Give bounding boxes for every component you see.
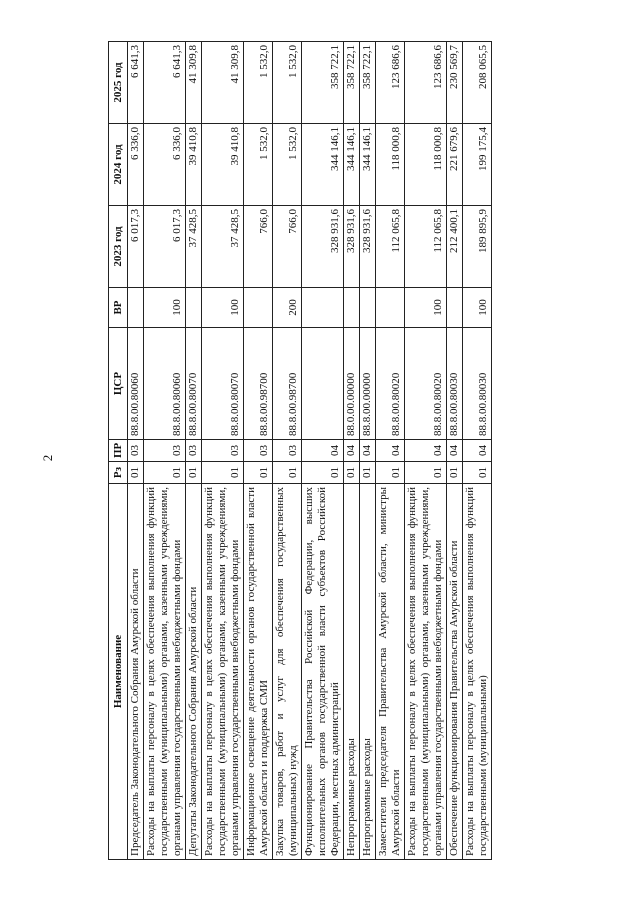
header-csr: ЦСР [109, 328, 128, 440]
table-row [244, 42, 273, 860]
row-rz: 01 [302, 462, 344, 484]
row-vr: 100 [144, 288, 186, 328]
table-row [186, 42, 202, 860]
row-2023: 37 428,5 [186, 206, 202, 288]
row-vr [302, 288, 344, 328]
row-pr: 04 [405, 440, 447, 462]
row-rz: 01 [244, 462, 273, 484]
header-rz: Рз [109, 462, 128, 484]
row-name: Расходы на выплаты персоналу в целях обеспечения выполнения функций государственными (муниципальными) органами, казенными учреждениями, органами управления государственными внебюджетными фондами [405, 484, 447, 860]
row-rz: 01 [128, 462, 144, 484]
row-rz: 01 [376, 462, 405, 484]
row-pr: 03 [202, 440, 244, 462]
row-2024: 221 679,6 [447, 124, 463, 206]
table-row [202, 42, 244, 860]
table-row [344, 42, 360, 860]
row-2023: 6 017,3 [128, 206, 144, 288]
row-pr: 04 [360, 440, 376, 462]
row-pr: 03 [128, 440, 144, 462]
row-2025: 208 065,5 [463, 42, 492, 124]
row-pr: 03 [186, 440, 202, 462]
row-vr [186, 288, 202, 328]
table-row [302, 42, 344, 860]
row-2025: 41 309,8 [202, 42, 244, 124]
row-rz: 01 [202, 462, 244, 484]
row-pr: 04 [344, 440, 360, 462]
row-rz: 01 [186, 462, 202, 484]
row-pr: 04 [447, 440, 463, 462]
row-vr: 100 [202, 288, 244, 328]
row-pr: 04 [302, 440, 344, 462]
row-2023: 37 428,5 [202, 206, 244, 288]
row-csr: 88.8.00.80060 [128, 328, 144, 440]
row-2025: 358 722,1 [344, 42, 360, 124]
row-name: Обеспечение функционирования Правительства Амурской области [447, 484, 463, 860]
row-name: Информационное освещение деятельности органов государственной власти Амурской области и поддержка СМИ [244, 484, 273, 860]
row-2025: 41 309,8 [186, 42, 202, 124]
header-2023: 2023 год [109, 206, 128, 288]
row-name: Функционирование Правительства Российской Федерации, высших исполнительных органов государственной власти субъектов Российской Федерации, местных администраций [302, 484, 344, 860]
table-row [447, 42, 463, 860]
row-csr: 88.8.00.80020 [405, 328, 447, 440]
row-2023: 328 931,6 [360, 206, 376, 288]
table-row [463, 42, 492, 860]
page-number: 2 [40, 454, 55, 462]
row-2024: 39 410,8 [186, 124, 202, 206]
row-pr: 03 [244, 440, 273, 462]
row-rz: 01 [463, 462, 492, 484]
row-name: Закупка товаров, работ и услуг для обеспечения государственных (муниципальных) нужд [273, 484, 302, 860]
row-vr [344, 288, 360, 328]
table-row [405, 42, 447, 860]
row-2023: 112 065,8 [405, 206, 447, 288]
row-2025: 358 722,1 [360, 42, 376, 124]
header-2024: 2024 год [109, 124, 128, 206]
row-rz: 01 [405, 462, 447, 484]
rotated-table-container [108, 42, 552, 860]
row-csr: 88.8.00.80070 [186, 328, 202, 440]
row-2025: 1 532,0 [273, 42, 302, 124]
header-vr: ВР [109, 288, 128, 328]
row-2025: 123 686,6 [405, 42, 447, 124]
row-vr [447, 288, 463, 328]
row-vr [360, 288, 376, 328]
row-2024: 344 146,1 [302, 124, 344, 206]
row-2024: 6 336,0 [144, 124, 186, 206]
row-2024: 199 175,4 [463, 124, 492, 206]
row-2023: 212 400,1 [447, 206, 463, 288]
row-rz: 01 [273, 462, 302, 484]
table-row [128, 42, 144, 860]
table-row [376, 42, 405, 860]
row-name: Расходы на выплаты персоналу в целях обеспечения выполнения функций государственными (муниципальными) [463, 484, 492, 860]
row-2025: 230 569,7 [447, 42, 463, 124]
header-pr: ПР [109, 440, 128, 462]
row-2025: 123 686,6 [376, 42, 405, 124]
row-name: Депутаты Законодательного Собрания Амурской области [186, 484, 202, 860]
row-csr [302, 328, 344, 440]
row-vr: 100 [463, 288, 492, 328]
row-2024: 344 146,1 [360, 124, 376, 206]
row-rz: 01 [144, 462, 186, 484]
row-csr: 88.8.00.80060 [144, 328, 186, 440]
row-csr: 88.8.00.00000 [360, 328, 376, 440]
row-2025: 6 641,3 [144, 42, 186, 124]
row-name: Расходы на выплаты персоналу в целях обеспечения выполнения функций государственными (муниципальными) органами, казенными учреждениями, органами управления государственными внебюджетными фондами [144, 484, 186, 860]
row-2023: 766,0 [244, 206, 273, 288]
row-pr: 03 [144, 440, 186, 462]
row-2023: 328 931,6 [302, 206, 344, 288]
row-name: Председатель Законодательного Собрания Амурской области [128, 484, 144, 860]
row-2023: 189 895,9 [463, 206, 492, 288]
row-2023: 328 931,6 [344, 206, 360, 288]
row-2024: 118 000,8 [405, 124, 447, 206]
row-rz: 01 [344, 462, 360, 484]
row-2023: 766,0 [273, 206, 302, 288]
row-rz: 01 [360, 462, 376, 484]
row-csr: 88.8.00.80020 [376, 328, 405, 440]
table-row [273, 42, 302, 860]
row-2023: 112 065,8 [376, 206, 405, 288]
row-csr: 88.8.00.80030 [463, 328, 492, 440]
row-pr: 03 [273, 440, 302, 462]
row-vr: 100 [405, 288, 447, 328]
header-2025: 2025 год [109, 42, 128, 124]
row-2024: 118 000,8 [376, 124, 405, 206]
row-2024: 1 532,0 [244, 124, 273, 206]
row-2024: 6 336,0 [128, 124, 144, 206]
row-2025: 1 532,0 [244, 42, 273, 124]
row-pr: 04 [376, 440, 405, 462]
row-name: Заместители председателя Правительства Амурской области, министры Амурской области [376, 484, 405, 860]
row-csr: 88.8.00.98700 [273, 328, 302, 440]
row-vr: 200 [273, 288, 302, 328]
row-name: Непрограммные расходы [360, 484, 376, 860]
table-row [144, 42, 186, 860]
row-2024: 1 532,0 [273, 124, 302, 206]
row-2024: 344 146,1 [344, 124, 360, 206]
row-vr [376, 288, 405, 328]
row-csr: 88.0.00.00000 [344, 328, 360, 440]
row-vr [128, 288, 144, 328]
row-pr: 04 [463, 440, 492, 462]
budget-table [108, 41, 492, 860]
table-row [360, 42, 376, 860]
row-name: Расходы на выплаты персоналу в целях обеспечения выполнения функций государственными (муниципальными) органами, казенными учреждениями, органами управления государственными внебюджетными фондами [202, 484, 244, 860]
header-name: Наименование [109, 484, 128, 860]
row-rz: 01 [447, 462, 463, 484]
row-2025: 6 641,3 [128, 42, 144, 124]
row-csr: 88.8.00.80070 [202, 328, 244, 440]
row-2024: 39 410,8 [202, 124, 244, 206]
row-name: Непрограммные расходы [344, 484, 360, 860]
table-header-row [109, 42, 128, 860]
row-vr [244, 288, 273, 328]
row-2023: 6 017,3 [144, 206, 186, 288]
row-csr: 88.8.00.80030 [447, 328, 463, 440]
row-2025: 358 722,1 [302, 42, 344, 124]
row-csr: 88.8.00.98700 [244, 328, 273, 440]
